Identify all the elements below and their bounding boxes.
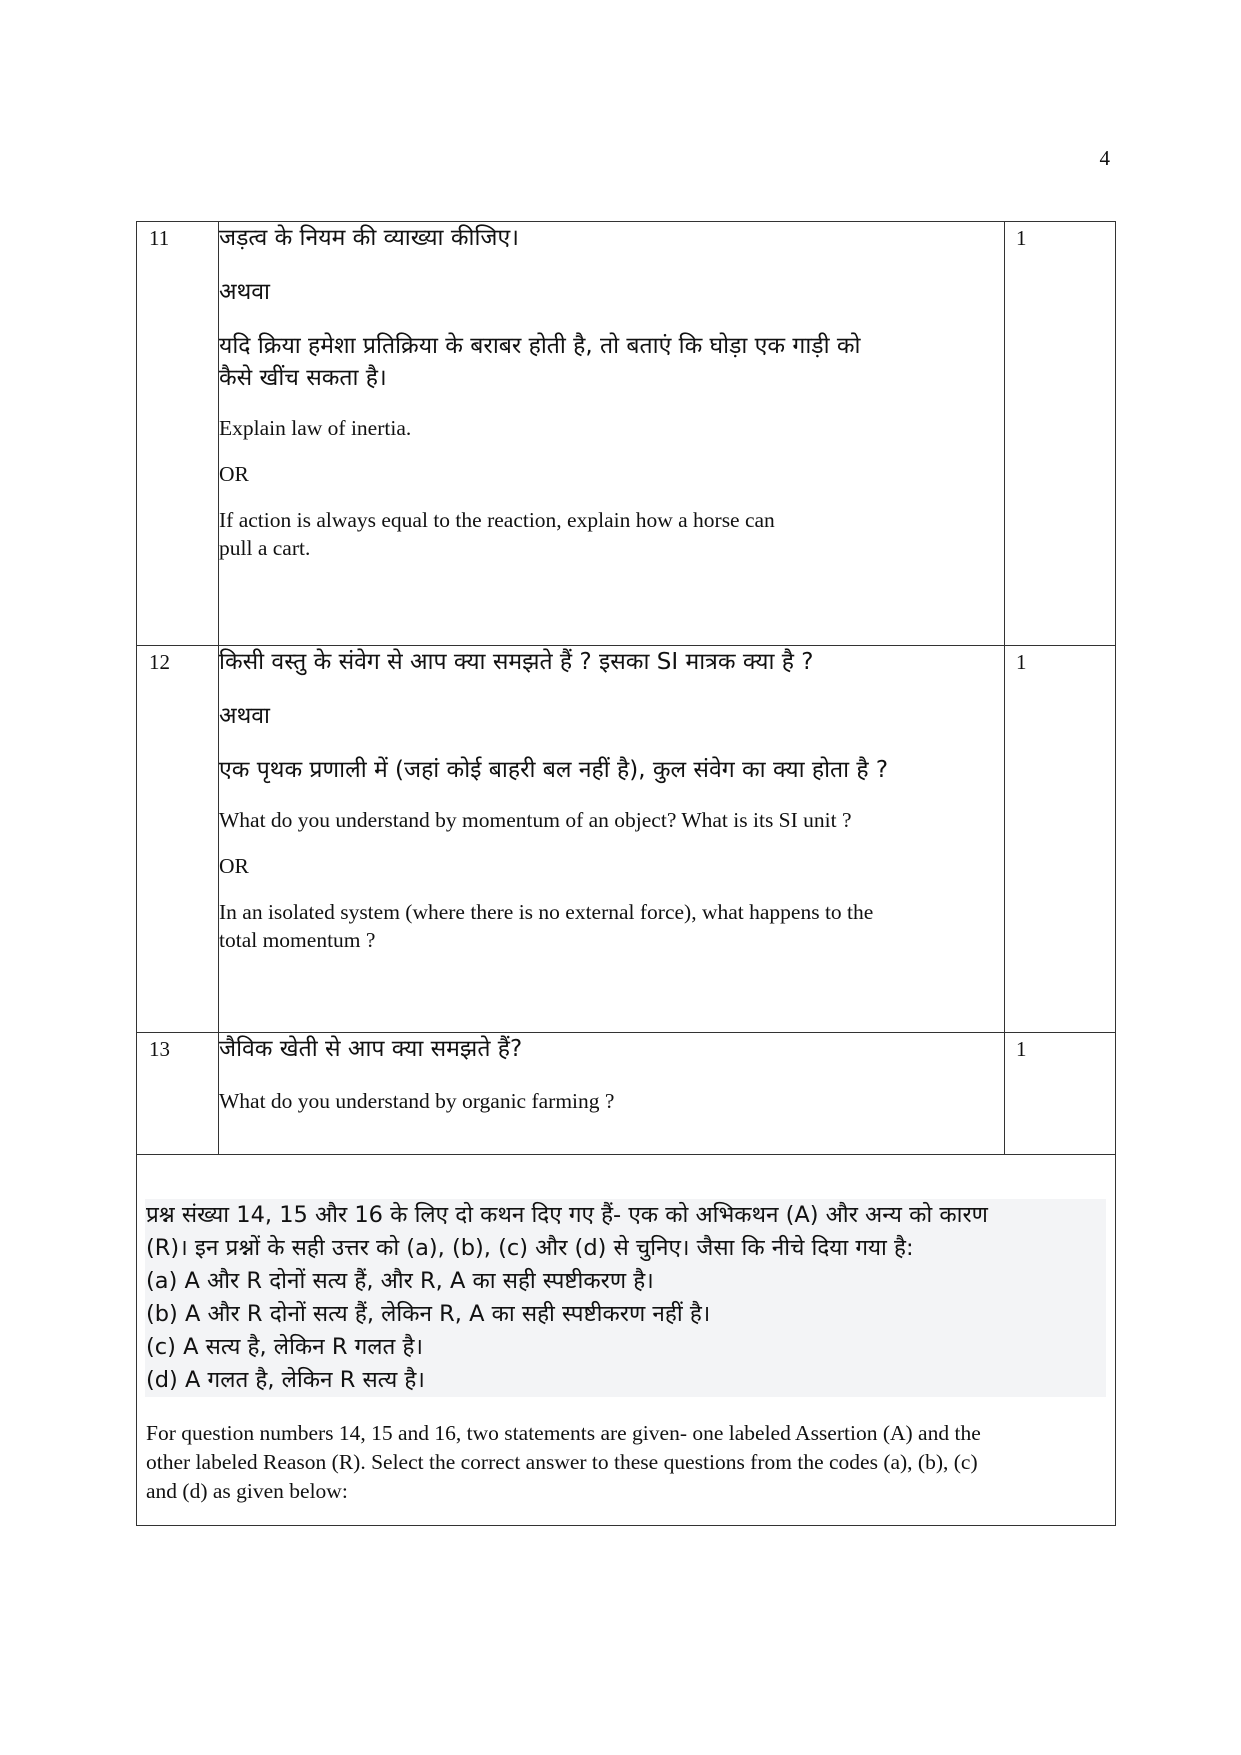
hindi-question: जैविक खेती से आप क्या समझते हैं?	[219, 1036, 523, 1062]
question-number-cell	[137, 222, 219, 646]
question-number: 11	[149, 226, 170, 250]
english-alt-question-line2: pull a cart.	[219, 536, 311, 560]
question-row-11	[137, 222, 1116, 646]
marks-value: 1	[1016, 1037, 1027, 1061]
assertion-reason-hindi	[145, 1199, 1106, 1397]
question-table	[136, 221, 1116, 1526]
hindi-option-d: (d) A गलत है, लेकिन R सत्य है।	[146, 1367, 425, 1393]
english-alt-question-line1: If action is always equal to the reaction, explain how a horse can	[219, 508, 775, 532]
english-instruction-line: and (d) as given below:	[146, 1479, 348, 1503]
marks-cell	[1005, 1033, 1116, 1155]
hindi-or: अथवा	[219, 279, 271, 305]
question-number: 12	[149, 650, 170, 674]
assertion-reason-row	[137, 1155, 1116, 1526]
english-instruction-line: other labeled Reason (R). Select the correct answer to these questions from the codes (a), (b), (c)	[146, 1450, 978, 1474]
hindi-alt-question-line2: कैसे खींच सकता है।	[219, 365, 387, 391]
question-row-13	[137, 1033, 1116, 1155]
marks-value: 1	[1016, 226, 1027, 250]
page-number: 4	[1099, 146, 1110, 170]
hindi-or: अथवा	[219, 703, 271, 729]
question-row-12	[137, 646, 1116, 1033]
hindi-option-a: (a) A और R दोनों सत्य हैं, और R, A का सही स्पष्टीकरण है।	[146, 1268, 654, 1294]
hindi-instruction-line: प्रश्न संख्या 14, 15 और 16 के लिए दो कथन दिए गए हैं- एक को अभिकथन (A) और अन्य को कारण	[146, 1202, 988, 1228]
english-or: OR	[219, 854, 249, 878]
hindi-alt-question: एक पृथक प्रणाली में (जहां कोई बाहरी बल नहीं है), कुल संवेग का क्या होता है ?	[219, 757, 889, 783]
assertion-reason-english	[137, 1397, 1115, 1506]
assertion-reason-instructions	[137, 1155, 1116, 1526]
english-question: What do you understand by momentum of an object? What is its SI unit ?	[219, 808, 852, 832]
marks-cell	[1005, 222, 1116, 646]
hindi-option-b: (b) A और R दोनों सत्य हैं, लेकिन R, A का सही स्पष्टीकरण नहीं है।	[146, 1301, 711, 1327]
hindi-instruction-line: (R)। इन प्रश्नों के सही उत्तर को (a), (b), (c) और (d) से चुनिए। जैसा कि नीचे दिया गया है:	[146, 1235, 914, 1261]
hindi-question: जड़त्व के नियम की व्याख्या कीजिए।	[219, 225, 519, 251]
marks-value: 1	[1016, 650, 1027, 674]
english-instruction-line: For question numbers 14, 15 and 16, two statements are given- one labeled Assertion (A) and the	[146, 1421, 981, 1445]
question-number: 13	[149, 1037, 170, 1061]
english-question: What do you understand by organic farming ?	[219, 1089, 615, 1113]
english-question: Explain law of inertia.	[219, 416, 412, 440]
question-number-cell	[137, 646, 219, 1033]
hindi-question: किसी वस्तु के संवेग से आप क्या समझते हैं ? इसका SI मात्रक क्या है ?	[219, 649, 814, 675]
hindi-option-c: (c) A सत्य है, लेकिन R गलत है।	[146, 1334, 423, 1360]
question-number-cell	[137, 1033, 219, 1155]
question-text-cell	[219, 646, 1005, 1033]
english-or: OR	[219, 462, 249, 486]
question-text-cell	[219, 222, 1005, 646]
marks-cell	[1005, 646, 1116, 1033]
english-alt-question-line1: In an isolated system (where there is no external force), what happens to the	[219, 900, 874, 924]
hindi-alt-question-line1: यदि क्रिया हमेशा प्रतिक्रिया के बराबर होती है, तो बताएं कि घोड़ा एक गाड़ी को	[219, 333, 861, 359]
english-alt-question-line2: total momentum ?	[219, 928, 376, 952]
question-text-cell	[219, 1033, 1005, 1155]
